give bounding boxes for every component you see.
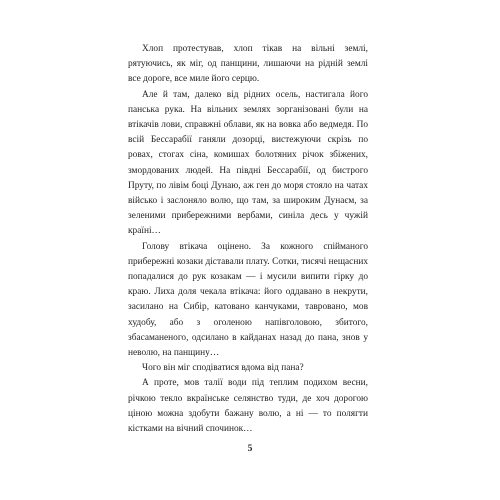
body-text [128, 42, 368, 437]
page-number: 5 [247, 444, 253, 454]
paragraph-2: Але й там, далеко від рідних осель, настигала його панська рука. На вільних землях зорганізовані були на втікачів лови, справжні облави, як на вовка або ведмедя. По всій Бессарабії ганяли дозорці, вистежуючи скрізь по ровах, стогах сіна, комишах болотяних річок збіжених, змордованих людей. На півдні Бессарабії, од бистрого Пруту, по лівім боці Дунаю, аж ген до моря стояло на чатах військо і заслоняло волю, що там, за широким Дунаєм, за зеленими прибережними вербами, синіла десь у чужій країні… [128, 89, 368, 237]
paragraph-5: А проте, мов талії води під теплим подихом весни, річкою текло вкраїнське селянство туди, де хоч дорогою ціною можна здобути бажану волю, а ні — то полягти кістками на вічний спочинок… [128, 378, 368, 435]
paragraph-4: Чого він міг сподіватися вдома від пана? [142, 363, 304, 374]
paragraph-1: Хлоп протестував, хлоп тікав на вільні землі, рятуючись, як міг, од панщини, лишаючи на рідній землі все дороге, все миле його серцю. [128, 44, 368, 85]
paragraph-3: Голову втікача оцінено. За кожного спійманого прибережні козаки діставали плату. Сотки, тисячі нещасних попадалися до рук козакам — і мусили випити гірку до краю. Лиха доля чекала втікача: його оддавано в некрути, засилано на Сибір, катовано канчуками, тавровано, мов худобу, або з оголеною напівголовою, збитого, збасаманеного, одсилано в кайданах назад до пана, знов у неволю, на панщину… [128, 241, 368, 359]
